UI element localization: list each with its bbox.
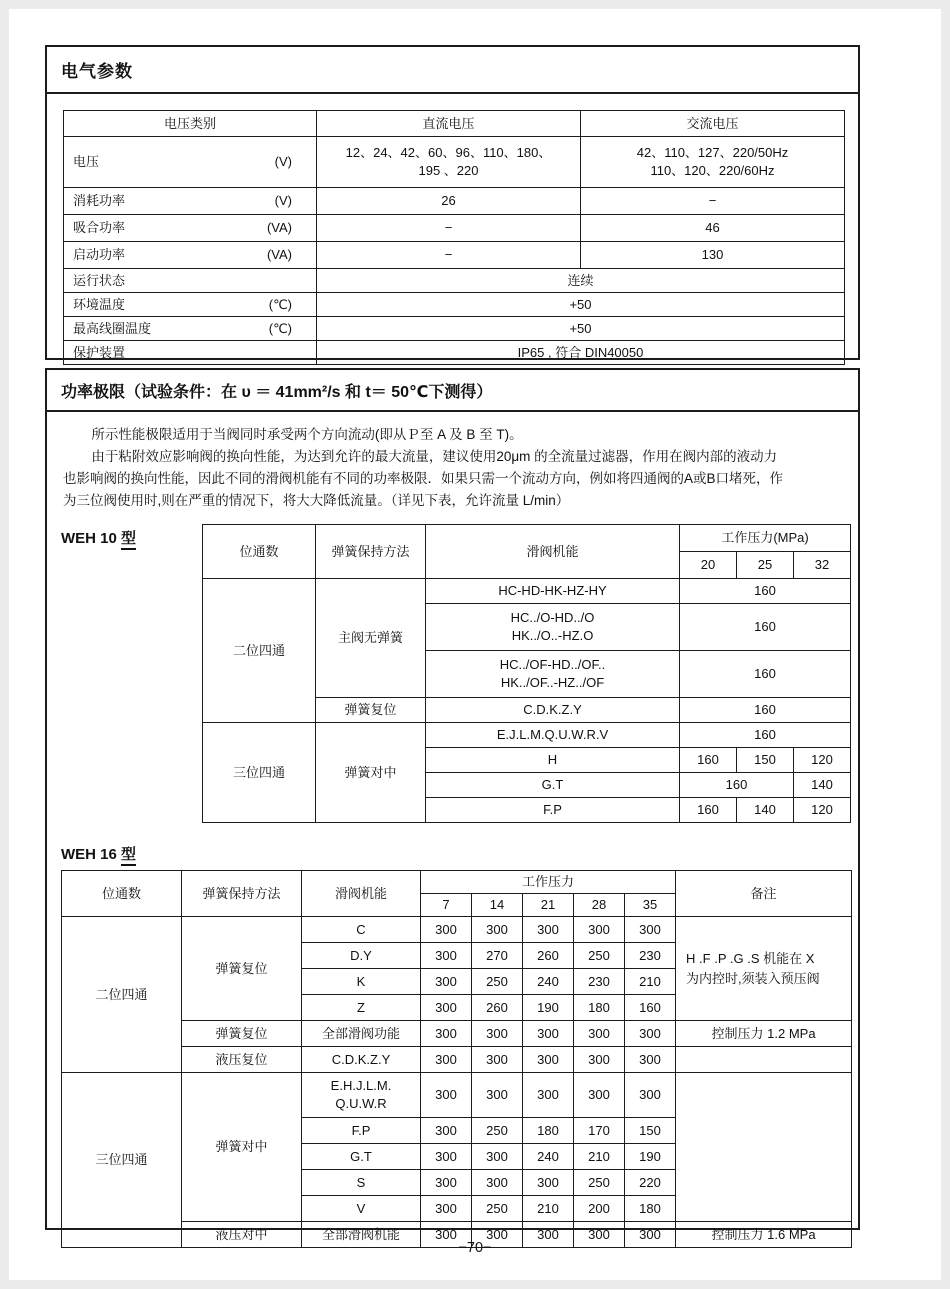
pressure-value-cell: 160 xyxy=(680,723,851,748)
pressure-value-cell: 300 xyxy=(625,917,676,943)
remark-cell xyxy=(676,917,852,1021)
pressure-value-cell: 190 xyxy=(625,1144,676,1170)
intro-paragraph xyxy=(63,424,840,512)
param-label-cell xyxy=(64,188,317,215)
param-label: 运行状态 xyxy=(73,272,126,288)
paragraph-line: 也影响阀的换向性能，因此不同的滑阀机能有不同的功率极限．如果只需一个流动方向，例如将四通阀的A或B口堵死，作 xyxy=(63,471,784,486)
pressure-value-cell: 230 xyxy=(625,943,676,969)
pressure-value-cell: 180 xyxy=(625,1196,676,1222)
valve-type-cell: 二位四通 xyxy=(62,917,182,1073)
pressure-value-cell: 300 xyxy=(625,1073,676,1118)
weh16-label xyxy=(61,843,858,864)
paragraph-line: 为三位阀使用时,则在严重的情况下，将大大降低流量。（详见下表，允许流量 L/min） xyxy=(63,493,570,508)
spool-code-cell: D.Y xyxy=(302,943,421,969)
pressure-header: 14 xyxy=(472,894,523,917)
spool-code-cell: F.P xyxy=(426,798,680,823)
param-label-cell xyxy=(64,242,317,269)
pressure-header: 32 xyxy=(794,552,851,579)
table-row xyxy=(64,215,845,242)
dc-values-line1: 12、24、42、60、96、110、180、 xyxy=(345,145,552,161)
table-row xyxy=(64,341,845,365)
ac-value-cell: 46 xyxy=(581,215,845,242)
pressure-value-cell: 300 xyxy=(574,917,625,943)
col-header-spring: 弹簧保持方法 xyxy=(182,871,302,917)
merged-value-cell: IP65 , 符合 DIN40050 xyxy=(317,341,845,365)
pressure-value-cell: 300 xyxy=(472,1144,523,1170)
spring-method-cell: 弹簧对中 xyxy=(316,723,426,823)
pressure-value-cell: 140 xyxy=(794,773,851,798)
spool-code-line2: HK../OF..-HZ../OF xyxy=(500,675,605,690)
pressure-value-cell: 250 xyxy=(472,1118,523,1144)
spool-code-cell: C.D.K.Z.Y xyxy=(426,698,680,723)
spool-code-line2: HK../O..-HZ.O xyxy=(511,628,594,643)
weh16-label-text: WEH 16 xyxy=(61,846,117,863)
table-row xyxy=(64,293,845,317)
param-label: 最高线圈温度 xyxy=(73,320,152,336)
col-header-voltage-type: 电压类别 xyxy=(64,111,317,137)
param-unit: (VA) xyxy=(266,247,292,263)
table-header-row xyxy=(64,111,845,137)
spool-code-cell: G.T xyxy=(426,773,680,798)
pressure-value-cell: 150 xyxy=(625,1118,676,1144)
pressure-value-cell: 300 xyxy=(574,1222,625,1248)
spool-code-cell: C xyxy=(302,917,421,943)
param-label: 电压 xyxy=(73,154,100,170)
pressure-value-cell: 240 xyxy=(523,1144,574,1170)
table-row xyxy=(62,917,852,943)
valve-type-cell: 三位四通 xyxy=(62,1073,182,1248)
param-unit: (℃) xyxy=(268,320,292,336)
weh10-label-text: WEH 10 xyxy=(61,530,117,547)
pressure-value-cell: 160 xyxy=(680,604,851,651)
dc-value-cell: − xyxy=(317,242,581,269)
pressure-value-cell: 170 xyxy=(574,1118,625,1144)
pressure-value-cell: 300 xyxy=(574,1047,625,1073)
spool-code-cell xyxy=(302,1073,421,1118)
pressure-value-cell: 190 xyxy=(523,995,574,1021)
spring-method-cell: 液压复位 xyxy=(182,1047,302,1073)
pressure-value-cell: 160 xyxy=(680,579,851,604)
spool-code-cell: HC-HD-HK-HZ-HY xyxy=(426,579,680,604)
pressure-value-cell: 210 xyxy=(523,1196,574,1222)
col-header-dc: 直流电压 xyxy=(317,111,581,137)
col-header-ac: 交流电压 xyxy=(581,111,845,137)
pressure-value-cell: 300 xyxy=(421,1144,472,1170)
merged-value-cell: +50 xyxy=(317,317,845,341)
col-header-positions: 位通数 xyxy=(62,871,182,917)
dc-value-cell: 26 xyxy=(317,188,581,215)
weh10-label xyxy=(61,527,136,548)
spool-code-line1: HC../OF-HD../OF.. xyxy=(499,657,606,673)
pressure-value-cell: 140 xyxy=(737,798,794,823)
pressure-value-cell: 120 xyxy=(794,798,851,823)
pressure-value-cell: 210 xyxy=(574,1144,625,1170)
table-row xyxy=(62,1073,852,1118)
pressure-value-cell: 300 xyxy=(472,1021,523,1047)
col-header-pressure: 工作压力(MPa) xyxy=(680,525,851,552)
spring-method-cell: 弹簧复位 xyxy=(182,1021,302,1047)
pressure-value-cell: 160 xyxy=(625,995,676,1021)
param-unit: (V) xyxy=(274,193,292,209)
spool-code-line1: E.H.J.L.M. xyxy=(330,1078,392,1094)
param-label: 保护装置 xyxy=(73,344,126,360)
pressure-value-cell: 160 xyxy=(680,773,794,798)
pressure-header: 7 xyxy=(421,894,472,917)
weh16-table xyxy=(61,870,852,1248)
pressure-value-cell: 250 xyxy=(472,1196,523,1222)
col-header-spool: 滑阀机能 xyxy=(302,871,421,917)
col-header-pressure: 工作压力 xyxy=(421,871,676,894)
spool-code-cell: C.D.K.Z.Y xyxy=(302,1047,421,1073)
merged-value-cell: 连续 xyxy=(317,269,845,293)
table-header-row xyxy=(203,525,851,552)
table-row xyxy=(64,317,845,341)
pressure-value-cell: 230 xyxy=(574,969,625,995)
param-label-cell xyxy=(64,293,317,317)
spool-code-line1: HC../O-HD../O xyxy=(510,610,595,626)
pressure-value-cell: 250 xyxy=(472,969,523,995)
pressure-value-cell: 120 xyxy=(794,748,851,773)
pressure-value-cell: 300 xyxy=(421,943,472,969)
pressure-value-cell: 300 xyxy=(421,1196,472,1222)
pressure-value-cell: 160 xyxy=(680,651,851,698)
pressure-value-cell: 300 xyxy=(421,1021,472,1047)
param-unit: (V) xyxy=(274,154,292,170)
pressure-value-cell: 300 xyxy=(472,1047,523,1073)
pressure-value-cell: 300 xyxy=(625,1021,676,1047)
pressure-value-cell: 300 xyxy=(523,1222,574,1248)
ac-values-line2: 110、120、220/60Hz xyxy=(650,163,775,178)
pressure-value-cell: 300 xyxy=(523,917,574,943)
col-header-remark: 备注 xyxy=(676,871,852,917)
table-row xyxy=(64,242,845,269)
ac-value-cell xyxy=(581,137,845,188)
pressure-value-cell: 210 xyxy=(625,969,676,995)
spring-method-cell: 弹簧对中 xyxy=(182,1073,302,1222)
pressure-value-cell: 300 xyxy=(421,917,472,943)
pressure-value-cell: 220 xyxy=(625,1170,676,1196)
pressure-value-cell: 300 xyxy=(421,1073,472,1118)
paragraph-line: 由于粘附效应影响阀的换向性能，为达到允许的最大流量，建议使用20μm 的全流量过滤器，作用在阀内部的液动力 xyxy=(91,449,778,464)
spool-code-cell: 全部滑阀机能 xyxy=(302,1222,421,1248)
pressure-value-cell: 300 xyxy=(421,1047,472,1073)
col-header-spool: 滑阀机能 xyxy=(426,525,680,579)
remark-cell: 控制压力 1.2 MPa xyxy=(676,1021,852,1047)
spool-code-cell xyxy=(426,604,680,651)
weh16-label-suffix: 型 xyxy=(121,846,136,866)
pressure-value-cell: 250 xyxy=(574,943,625,969)
pressure-value-cell: 250 xyxy=(574,1170,625,1196)
remark-cell: 控制压力 1.6 MPa xyxy=(676,1222,852,1248)
pressure-value-cell: 300 xyxy=(472,1073,523,1118)
weh10-table xyxy=(202,524,851,823)
param-label: 启动功率 xyxy=(73,247,126,263)
pressure-value-cell: 180 xyxy=(574,995,625,1021)
pressure-value-cell: 300 xyxy=(472,1170,523,1196)
pressure-value-cell: 300 xyxy=(421,969,472,995)
ac-value-cell: − xyxy=(581,188,845,215)
table-row xyxy=(64,269,845,293)
spring-method-cell: 弹簧复位 xyxy=(316,698,426,723)
pressure-value-cell: 150 xyxy=(737,748,794,773)
power-limit-title: 功率极限（试验条件：在 υ ＝ 41mm²/s 和 t＝ 50℃下测得） xyxy=(47,370,858,412)
electrical-section xyxy=(45,45,860,360)
param-unit: (℃) xyxy=(268,296,292,312)
pressure-value-cell: 300 xyxy=(625,1047,676,1073)
dc-value-cell: − xyxy=(317,215,581,242)
weh16-block xyxy=(47,843,858,1248)
table-row xyxy=(203,723,851,748)
electrical-params-table xyxy=(63,110,845,365)
pressure-header: 35 xyxy=(625,894,676,917)
pressure-value-cell: 300 xyxy=(421,1118,472,1144)
param-label: 环境温度 xyxy=(73,296,126,312)
pressure-value-cell: 160 xyxy=(680,798,737,823)
dc-values-line2: 195 、220 xyxy=(418,163,479,178)
power-limit-section xyxy=(45,368,860,1242)
table-header-row xyxy=(62,871,852,894)
spool-code-cell xyxy=(426,651,680,698)
pressure-header: 20 xyxy=(680,552,737,579)
pressure-value-cell: 200 xyxy=(574,1196,625,1222)
page-number: −70− xyxy=(458,1240,492,1256)
pressure-value-cell: 300 xyxy=(472,917,523,943)
param-label-cell xyxy=(64,341,317,365)
pressure-value-cell: 300 xyxy=(421,1170,472,1196)
pressure-value-cell: 160 xyxy=(680,748,737,773)
param-unit: (VA) xyxy=(266,220,292,236)
weh10-label-suffix: 型 xyxy=(121,530,136,550)
ac-value-cell: 130 xyxy=(581,242,845,269)
table-row xyxy=(203,579,851,604)
pressure-value-cell: 300 xyxy=(523,1170,574,1196)
col-header-spring: 弹簧保持方法 xyxy=(316,525,426,579)
pressure-value-cell: 160 xyxy=(680,698,851,723)
spool-code-line2: Q.U.W.R xyxy=(335,1096,387,1111)
spool-code-cell: S xyxy=(302,1170,421,1196)
pressure-value-cell: 300 xyxy=(523,1047,574,1073)
spool-code-cell: K xyxy=(302,969,421,995)
pressure-value-cell: 300 xyxy=(523,1073,574,1118)
param-label-cell xyxy=(64,215,317,242)
merged-value-cell: +50 xyxy=(317,293,845,317)
electrical-section-title: 电气参数 xyxy=(47,47,858,94)
pressure-header: 25 xyxy=(737,552,794,579)
param-label: 消耗功率 xyxy=(73,193,126,209)
spring-method-cell: 弹簧复位 xyxy=(182,917,302,1021)
pressure-value-cell: 240 xyxy=(523,969,574,995)
spool-code-cell: H xyxy=(426,748,680,773)
pressure-header: 28 xyxy=(574,894,625,917)
dc-value-cell xyxy=(317,137,581,188)
pressure-value-cell: 300 xyxy=(574,1073,625,1118)
spool-code-cell: F.P xyxy=(302,1118,421,1144)
param-label-cell xyxy=(64,269,317,293)
spring-method-cell: 液压对中 xyxy=(182,1222,302,1248)
pressure-value-cell: 300 xyxy=(574,1021,625,1047)
valve-type-cell: 三位四通 xyxy=(203,723,316,823)
valve-type-cell: 二位四通 xyxy=(203,579,316,723)
pressure-value-cell: 300 xyxy=(421,995,472,1021)
remark-cell xyxy=(676,1047,852,1073)
remark-line2: 为内控时,须装入预压阀 xyxy=(686,970,820,986)
ac-values-line1: 42、110、127、220/50Hz xyxy=(636,145,789,161)
param-label-cell xyxy=(64,137,317,188)
pressure-header: 21 xyxy=(523,894,574,917)
pressure-value-cell: 260 xyxy=(523,943,574,969)
pressure-value-cell: 300 xyxy=(421,1222,472,1248)
table-row xyxy=(64,137,845,188)
col-header-positions: 位通数 xyxy=(203,525,316,579)
spool-code-cell: E.J.L.M.Q.U.W.R.V xyxy=(426,723,680,748)
pressure-value-cell: 300 xyxy=(523,1021,574,1047)
param-label-cell xyxy=(64,317,317,341)
spring-method-cell: 主阀无弹簧 xyxy=(316,579,426,698)
pressure-value-cell: 180 xyxy=(523,1118,574,1144)
remark-cell xyxy=(676,1073,852,1222)
spool-code-cell: 全部滑阀功能 xyxy=(302,1021,421,1047)
spool-code-cell: V xyxy=(302,1196,421,1222)
paragraph-line: 所示性能极限适用于当阀同时承受两个方向流动(即从Ｐ至 A 及 B 至 T)。 xyxy=(91,427,523,442)
pressure-value-cell: 300 xyxy=(625,1222,676,1248)
spool-code-cell: G.T xyxy=(302,1144,421,1170)
pressure-value-cell: 300 xyxy=(472,1222,523,1248)
spool-code-cell: Z xyxy=(302,995,421,1021)
table-row xyxy=(64,188,845,215)
pressure-value-cell: 270 xyxy=(472,943,523,969)
weh10-block xyxy=(47,524,858,823)
remark-line1: H .F .P .G .S 机能在 X xyxy=(686,950,815,966)
param-label: 吸合功率 xyxy=(73,220,126,236)
pressure-value-cell: 260 xyxy=(472,995,523,1021)
